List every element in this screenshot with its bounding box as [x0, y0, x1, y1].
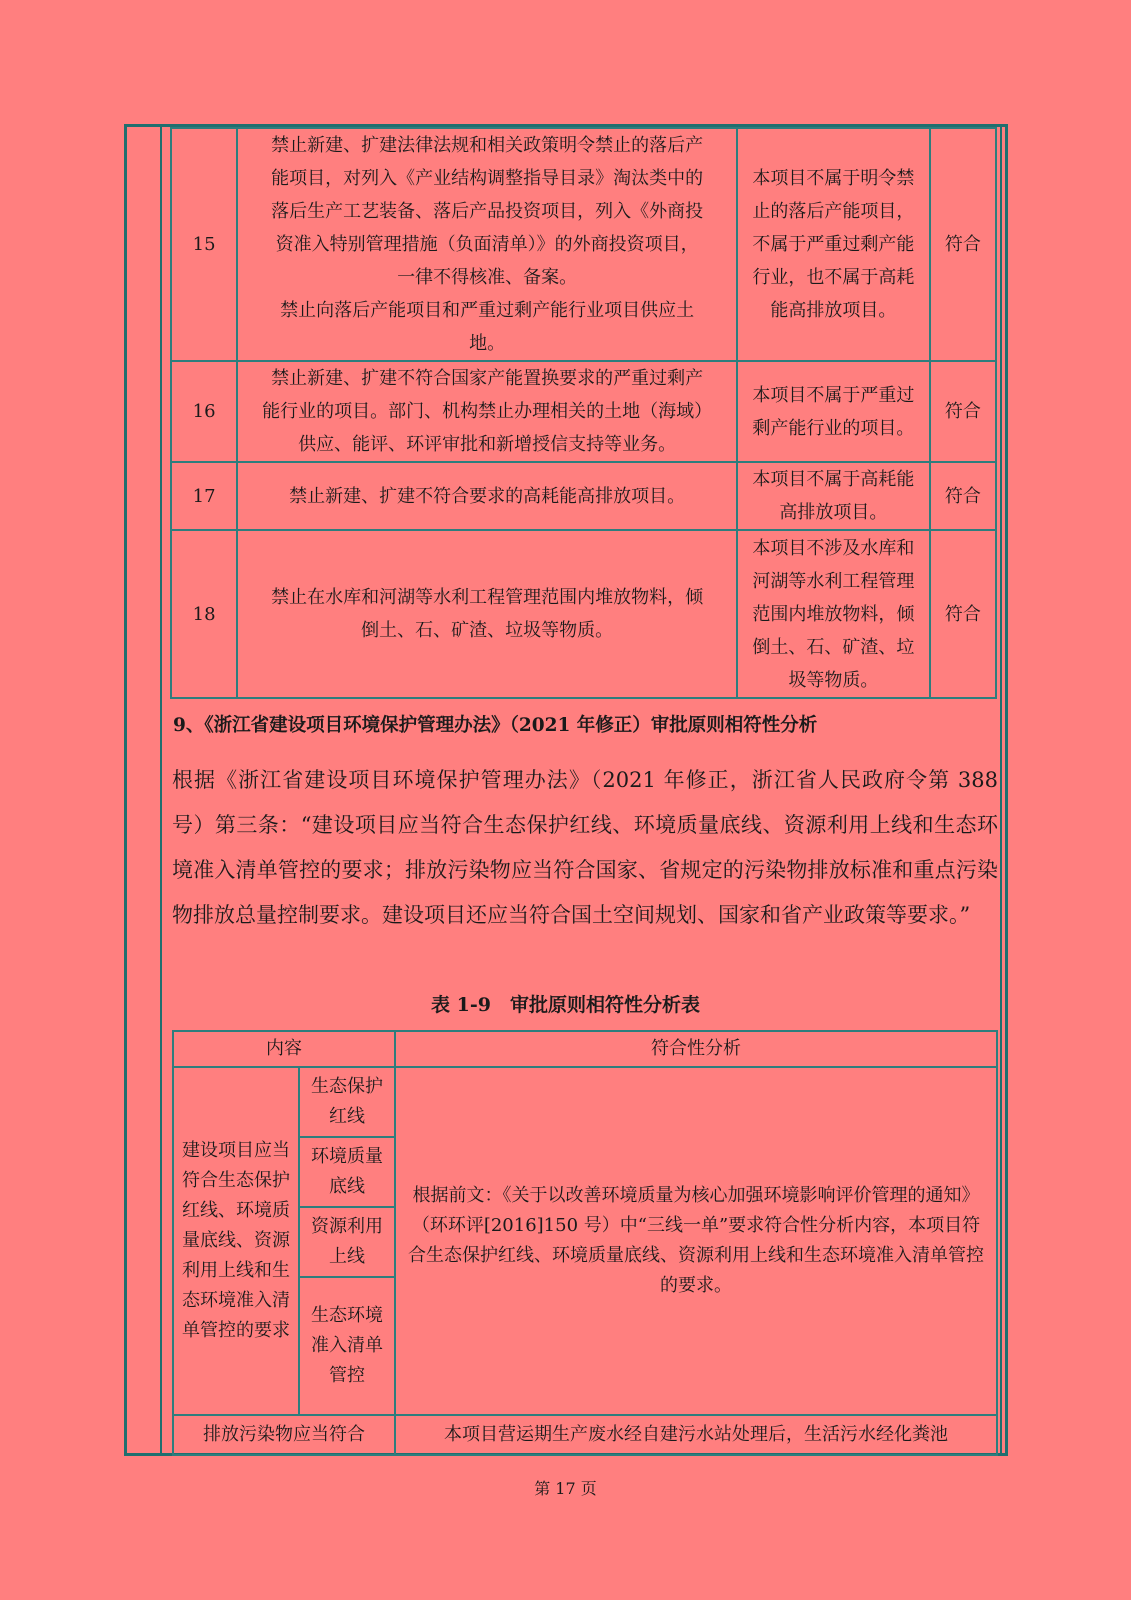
analysis-line: 行业，也不属于高耗 — [752, 267, 915, 288]
rule-line: 倒土、石、矿渣、垃圾等物质。 — [361, 620, 614, 641]
row-number: 17 — [171, 462, 237, 530]
analysis-line: 倒土、石、矿渣、垃 — [752, 636, 915, 658]
rule-line: 供应、能评、环评审批和新增授信支持等业务。 — [298, 434, 677, 455]
analysis-line: 河湖等水利工程管理 — [752, 570, 915, 592]
analysis-line: 剩产能行业的项目。 — [752, 417, 915, 439]
rule-text — [237, 361, 737, 462]
approval-principle-table — [172, 1030, 998, 1456]
row-number: 18 — [171, 530, 237, 698]
rule-line: 禁止新建、扩建不符合要求的高耗能高排放项目。 — [289, 485, 686, 507]
table-row — [171, 361, 996, 462]
group-label: 建设项目应当符合生态保护红线、环境质量底线、资源利用上线和生态环境准入清单管控的要求 — [173, 1067, 299, 1415]
result-text: 符合 — [930, 462, 996, 530]
result-text: 符合 — [930, 530, 996, 698]
analysis-line: 本项目不属于高耗能 — [752, 469, 915, 490]
rule-line: 一律不得核准、备案。 — [397, 267, 578, 288]
rule-line: 能项目，对列入《产业结构调整指导目录》淘汰类中的 — [271, 168, 704, 189]
rule-text — [237, 462, 737, 530]
last-row-analysis: 本项目营运期生产废水经自建污水站处理后，生活污水经化粪池 — [395, 1415, 997, 1455]
frame-rule-left — [160, 124, 162, 1456]
analysis-text — [737, 530, 930, 698]
prohibition-table — [170, 127, 997, 699]
sub-item: 环境质量底线 — [299, 1137, 395, 1207]
sub-item: 生态环境准入清单管控 — [299, 1277, 395, 1415]
rule-text — [237, 530, 737, 698]
table-caption: 表 1-9 审批原则相符性分析表 — [431, 994, 700, 1016]
row-number: 16 — [171, 361, 237, 462]
result-text: 符合 — [930, 128, 996, 361]
analysis-line: 不属于严重过剩产能 — [752, 234, 915, 255]
analysis-line: 范围内堆放物料，倾 — [752, 603, 915, 625]
analysis-line: 能高排放项目。 — [770, 300, 897, 321]
table-row — [171, 462, 996, 530]
analysis-line: 本项目不属于严重过 — [752, 384, 915, 406]
sub-item: 生态保护红线 — [299, 1067, 395, 1137]
analysis-line: 本项目不属于明令禁 — [752, 168, 915, 189]
rule-line: 落后生产工艺装备、落后产品投资项目，列入《外商投 — [271, 201, 704, 222]
table-row — [171, 530, 996, 698]
analysis-line: 圾等物质。 — [788, 669, 879, 691]
analysis-line: 止的落后产能项目， — [752, 201, 915, 222]
group-analysis: 根据前文：《关于以改善环境质量为核心加强环境影响评价管理的通知》（环环评[2016]150 号）中“三线一单”要求符合性分析内容，本项目符合生态保护红线、环境质量底线、资源利用上线和生态环境准入清单管控的要求。 — [395, 1067, 997, 1415]
analysis-text — [737, 128, 930, 361]
section-title: 9、《浙江省建设项目环境保护管理办法》（2021 年修正）审批原则相符性分析 — [173, 715, 818, 736]
sub-item: 资源利用上线 — [299, 1207, 395, 1277]
rule-line: 禁止在水库和河湖等水利工程管理范围内堆放物料，倾 — [271, 587, 704, 608]
header-content: 内容 — [173, 1031, 395, 1067]
analysis-text — [737, 462, 930, 530]
rule-text — [237, 128, 737, 361]
last-row-content: 排放污染物应当符合 — [173, 1415, 395, 1455]
analysis-line: 高排放项目。 — [779, 502, 888, 523]
result-text: 符合 — [930, 361, 996, 462]
analysis-line: 本项目不涉及水库和 — [752, 537, 915, 559]
table-row — [171, 128, 996, 361]
rule-line: 地。 — [469, 333, 506, 354]
frame-rule-right — [1000, 124, 1002, 1456]
rule-line: 禁止向落后产能项目和严重过剩产能行业项目供应土 — [280, 300, 695, 321]
row-number: 15 — [171, 128, 237, 361]
rule-line: 禁止新建、扩建法律法规和相关政策明令禁止的落后产 — [271, 135, 704, 156]
rule-line: 能行业的项目。部门、机构禁止办理相关的土地（海域） — [262, 401, 713, 422]
page-number: 第 17 页 — [534, 1479, 597, 1498]
rule-line: 禁止新建、扩建不符合国家产能置换要求的严重过剩产 — [271, 368, 704, 389]
analysis-text — [737, 361, 930, 462]
section-paragraph: 根据《浙江省建设项目环境保护管理办法》（2021 年修正，浙江省人民政府令第 388 号）第三条：“建设项目应当符合生态保护红线、环境质量底线、资源利用上线和生态环境准入清单管控的要求；排放污染物应当符合国家、省规定的污染物排放标准和重点污染物排放总量控制要求。建设项目还应当符合国土空间规划、国家和省产业政策等要求。” — [172, 768, 998, 927]
header-analysis: 符合性分析 — [395, 1031, 997, 1067]
rule-line: 资准入特别管理措施（负面清单）》的外商投资项目， — [275, 234, 699, 255]
